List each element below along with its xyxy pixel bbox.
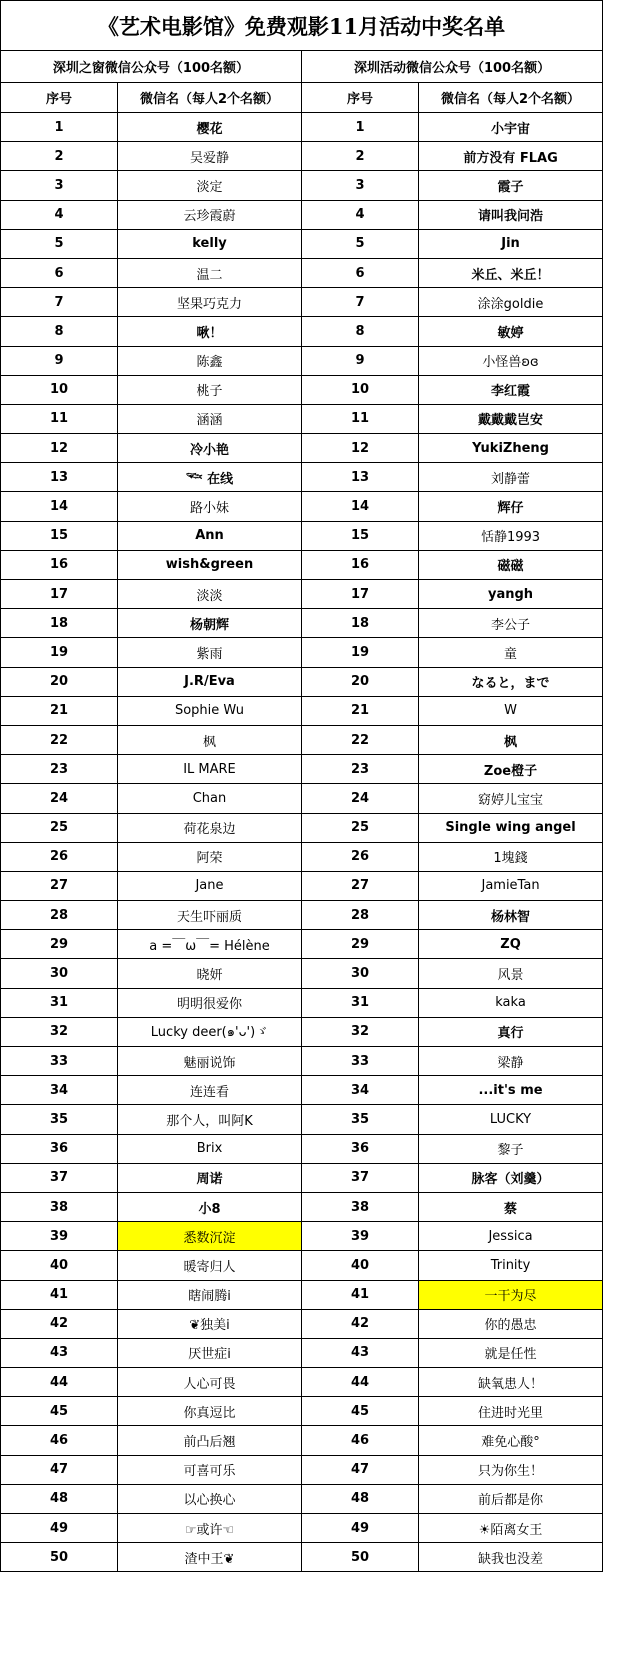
left-winner-name: 云珍霞蔚	[118, 200, 302, 229]
table-row	[1, 200, 603, 229]
left-winner-name: 紫雨	[118, 638, 302, 667]
right-row-number: 13	[302, 463, 419, 492]
table-row	[1, 1134, 603, 1163]
left-row-number: 22	[1, 725, 118, 754]
left-row-number: 37	[1, 1163, 118, 1192]
right-winner-name: Single wing angel	[419, 813, 603, 842]
left-winner-name: 阿荣	[118, 842, 302, 871]
table-row	[1, 1514, 603, 1543]
right-row-number: 6	[302, 258, 419, 287]
right-winner-name: 住进时光里	[419, 1397, 603, 1426]
left-winner-name: 周诺	[118, 1163, 302, 1192]
left-row-number: 11	[1, 404, 118, 433]
right-winner-name: 请叫我问浩	[419, 200, 603, 229]
left-row-number: 9	[1, 346, 118, 375]
left-row-number: 12	[1, 434, 118, 463]
table-row	[1, 521, 603, 550]
right-group-header: 深圳活动微信公众号（100名额）	[302, 51, 603, 83]
left-winner-name: 前凸后翘	[118, 1426, 302, 1455]
table-row	[1, 1338, 603, 1367]
right-row-number: 5	[302, 229, 419, 258]
table-row	[1, 1280, 603, 1309]
left-row-number: 30	[1, 959, 118, 988]
right-row-number: 12	[302, 434, 419, 463]
right-winner-name: 霞子	[419, 171, 603, 200]
right-winner-name: LUCKY	[419, 1105, 603, 1134]
table-row	[1, 113, 603, 142]
table-row	[1, 258, 603, 287]
left-row-number: 41	[1, 1280, 118, 1309]
left-row-number: 31	[1, 988, 118, 1017]
right-row-number: 35	[302, 1105, 419, 1134]
left-winner-name: 晓妍	[118, 959, 302, 988]
left-row-number: 20	[1, 667, 118, 696]
table-row	[1, 1397, 603, 1426]
right-winner-name: ZQ	[419, 930, 603, 959]
right-winner-name: 小怪兽ʚɞ	[419, 346, 603, 375]
right-winner-name: なると，まで	[419, 667, 603, 696]
table-row	[1, 667, 603, 696]
table-row	[1, 1105, 603, 1134]
right-winner-name: 米丘、米丘！	[419, 258, 603, 287]
right-winner-name: 敏婷	[419, 317, 603, 346]
right-row-number: 38	[302, 1192, 419, 1221]
table-row	[1, 1076, 603, 1105]
table-row	[1, 404, 603, 433]
right-winner-name: 涂涂goldie	[419, 288, 603, 317]
right-row-number: 39	[302, 1222, 419, 1251]
right-winner-name: 真行	[419, 1017, 603, 1046]
left-row-number: 7	[1, 288, 118, 317]
right-winner-name: kaka	[419, 988, 603, 1017]
right-row-number: 11	[302, 404, 419, 433]
right-winner-name: YukiZheng	[419, 434, 603, 463]
table-row	[1, 871, 603, 900]
right-row-number: 10	[302, 375, 419, 404]
left-winner-name: Brix	[118, 1134, 302, 1163]
left-row-number: 15	[1, 521, 118, 550]
left-row-number: 43	[1, 1338, 118, 1367]
table-row	[1, 725, 603, 754]
right-winner-name: 1塊錢	[419, 842, 603, 871]
table-row	[1, 1309, 603, 1338]
right-winner-name: 枫	[419, 725, 603, 754]
right-row-number: 41	[302, 1280, 419, 1309]
right-row-number: 16	[302, 550, 419, 579]
left-row-number: 1	[1, 113, 118, 142]
left-winner-name: Jane	[118, 871, 302, 900]
table-row	[1, 1222, 603, 1251]
left-winner-name: 樱花	[118, 113, 302, 142]
left-winner-name: 天生吓丽质	[118, 901, 302, 930]
left-row-number: 36	[1, 1134, 118, 1163]
left-winner-name: 啾！	[118, 317, 302, 346]
right-row-number: 26	[302, 842, 419, 871]
left-winner-name: 桃子	[118, 375, 302, 404]
left-winner-name: 坚果巧克力	[118, 288, 302, 317]
left-winner-name: ☞或许☜	[118, 1514, 302, 1543]
right-winner-name: JamieTan	[419, 871, 603, 900]
left-winner-name: 吴爱静	[118, 142, 302, 171]
right-winner-name: 难免心酸°	[419, 1426, 603, 1455]
right-winner-name: 戴戴戴岂安	[419, 404, 603, 433]
left-row-number: 10	[1, 375, 118, 404]
right-row-number: 1	[302, 113, 419, 142]
left-row-number: 49	[1, 1514, 118, 1543]
table-row	[1, 988, 603, 1017]
right-row-number: 3	[302, 171, 419, 200]
left-winner-name: 温二	[118, 258, 302, 287]
left-row-number: 2	[1, 142, 118, 171]
left-winner-name: 冷小艳	[118, 434, 302, 463]
right-winner-name: 辉仔	[419, 492, 603, 521]
right-winner-name: Jessica	[419, 1222, 603, 1251]
left-row-number: 38	[1, 1192, 118, 1221]
right-winner-name: Zoe橙子	[419, 755, 603, 784]
left-winner-name: 渣中王❦	[118, 1543, 302, 1572]
table-row	[1, 1543, 603, 1572]
left-winner-name: 淡定	[118, 171, 302, 200]
left-winner-name: 荷花泉边	[118, 813, 302, 842]
right-row-number: 2	[302, 142, 419, 171]
left-winner-name: wish&green	[118, 550, 302, 579]
table-row	[1, 550, 603, 579]
left-winner-name: Lucky deer(๑'ᴗ')ゞ	[118, 1017, 302, 1046]
left-row-number: 13	[1, 463, 118, 492]
table-row	[1, 696, 603, 725]
right-winner-name: 脉客（刘羹）	[419, 1163, 603, 1192]
left-row-number: 16	[1, 550, 118, 579]
right-row-number: 34	[302, 1076, 419, 1105]
table-row	[1, 959, 603, 988]
left-row-number: 18	[1, 609, 118, 638]
table-row	[1, 229, 603, 258]
right-row-number: 4	[302, 200, 419, 229]
table-row	[1, 1484, 603, 1513]
left-winner-name: Ann	[118, 521, 302, 550]
right-row-number: 20	[302, 667, 419, 696]
right-row-number: 30	[302, 959, 419, 988]
right-winner-name: 一干为尽	[419, 1280, 603, 1309]
left-row-number: 29	[1, 930, 118, 959]
table-row	[1, 842, 603, 871]
left-row-number: 3	[1, 171, 118, 200]
right-row-number: 7	[302, 288, 419, 317]
left-row-number: 32	[1, 1017, 118, 1046]
right-winner-name: 缺氧患人！	[419, 1368, 603, 1397]
table-row	[1, 930, 603, 959]
left-row-number: 33	[1, 1047, 118, 1076]
right-winner-name: 童	[419, 638, 603, 667]
right-winner-name: 你的愚忠	[419, 1309, 603, 1338]
left-winner-name: 淡淡	[118, 580, 302, 609]
right-winner-name: 杨林智	[419, 901, 603, 930]
left-row-number: 8	[1, 317, 118, 346]
left-row-number: 46	[1, 1426, 118, 1455]
right-row-number: 33	[302, 1047, 419, 1076]
right-row-number: 32	[302, 1017, 419, 1046]
left-group-header: 深圳之窗微信公众号（100名额）	[1, 51, 302, 83]
right-winner-name: 李公子	[419, 609, 603, 638]
right-winner-name: 只为你生！	[419, 1455, 603, 1484]
left-winner-name: 那个人，叫阿K	[118, 1105, 302, 1134]
right-winner-name: 恬静1993	[419, 521, 603, 550]
left-row-number: 26	[1, 842, 118, 871]
right-winner-name: 缺我也没差	[419, 1543, 603, 1572]
right-row-number: 17	[302, 580, 419, 609]
left-winner-name: 厌世症i	[118, 1338, 302, 1367]
left-col-num-header: 序号	[1, 83, 118, 113]
left-winner-name: kelly	[118, 229, 302, 258]
right-winner-name: 磁磁	[419, 550, 603, 579]
right-row-number: 44	[302, 1368, 419, 1397]
right-winner-name: 李红霞	[419, 375, 603, 404]
left-winner-name: Sophie Wu	[118, 696, 302, 725]
left-row-number: 14	[1, 492, 118, 521]
right-row-number: 28	[302, 901, 419, 930]
left-row-number: 6	[1, 258, 118, 287]
table-row	[1, 492, 603, 521]
right-winner-name: yangh	[419, 580, 603, 609]
right-col-num-header: 序号	[302, 83, 419, 113]
left-winner-name: 连连看	[118, 1076, 302, 1105]
table-row	[1, 1368, 603, 1397]
left-winner-name: 以心换心	[118, 1484, 302, 1513]
right-row-number: 37	[302, 1163, 419, 1192]
left-winner-name: 可喜可乐	[118, 1455, 302, 1484]
right-row-number: 14	[302, 492, 419, 521]
table-row	[1, 755, 603, 784]
left-winner-name: 暖寄归人	[118, 1251, 302, 1280]
table-row	[1, 142, 603, 171]
left-row-number: 45	[1, 1397, 118, 1426]
right-row-number: 18	[302, 609, 419, 638]
right-winner-name: 蔡	[419, 1192, 603, 1221]
left-winner-name: 小8	[118, 1192, 302, 1221]
right-row-number: 15	[302, 521, 419, 550]
right-row-number: 50	[302, 1543, 419, 1572]
left-col-name-header: 微信名（每人2个名额）	[118, 83, 302, 113]
left-row-number: 5	[1, 229, 118, 258]
table-row	[1, 580, 603, 609]
left-row-number: 27	[1, 871, 118, 900]
right-winner-name: Trinity	[419, 1251, 603, 1280]
left-winner-name: J.R/Eva	[118, 667, 302, 696]
right-col-name-header: 微信名（每人2个名额）	[419, 83, 603, 113]
left-winner-name: 涵涵	[118, 404, 302, 433]
right-winner-name: 刘静蕾	[419, 463, 603, 492]
left-row-number: 50	[1, 1543, 118, 1572]
right-row-number: 48	[302, 1484, 419, 1513]
left-winner-name: 人心可畏	[118, 1368, 302, 1397]
right-winner-name: 前后都是你	[419, 1484, 603, 1513]
left-winner-name: 杨朝辉	[118, 609, 302, 638]
table-row	[1, 317, 603, 346]
table-row	[1, 813, 603, 842]
right-row-number: 31	[302, 988, 419, 1017]
left-row-number: 34	[1, 1076, 118, 1105]
table-row	[1, 434, 603, 463]
right-winner-name: ...it's me	[419, 1076, 603, 1105]
left-winner-name: 你真逗比	[118, 1397, 302, 1426]
right-row-number: 43	[302, 1338, 419, 1367]
left-row-number: 39	[1, 1222, 118, 1251]
right-row-number: 25	[302, 813, 419, 842]
right-row-number: 19	[302, 638, 419, 667]
right-winner-name: 风景	[419, 959, 603, 988]
left-winner-name: a =￣ω￣= Hélène	[118, 930, 302, 959]
left-winner-name: 魅丽说饰	[118, 1047, 302, 1076]
left-winner-name: ❦独美i	[118, 1309, 302, 1338]
table-row	[1, 375, 603, 404]
table-row	[1, 901, 603, 930]
right-winner-name: 梁静	[419, 1047, 603, 1076]
left-row-number: 19	[1, 638, 118, 667]
table-row	[1, 609, 603, 638]
left-row-number: 35	[1, 1105, 118, 1134]
table-row	[1, 346, 603, 375]
left-row-number: 25	[1, 813, 118, 842]
left-row-number: 48	[1, 1484, 118, 1513]
right-row-number: 42	[302, 1309, 419, 1338]
right-row-number: 47	[302, 1455, 419, 1484]
right-winner-name: 黎子	[419, 1134, 603, 1163]
table-row	[1, 638, 603, 667]
right-row-number: 36	[302, 1134, 419, 1163]
table-row	[1, 1017, 603, 1046]
table-row	[1, 784, 603, 813]
left-row-number: 21	[1, 696, 118, 725]
table-row	[1, 1163, 603, 1192]
table-row	[1, 1426, 603, 1455]
right-winner-name: Jin	[419, 229, 603, 258]
table-row	[1, 1192, 603, 1221]
right-row-number: 45	[302, 1397, 419, 1426]
right-row-number: 29	[302, 930, 419, 959]
page-title: 《艺术电影馆》免费观影11月活动中奖名单	[1, 1, 603, 51]
left-row-number: 24	[1, 784, 118, 813]
right-winner-name: 前方没有 FLAG	[419, 142, 603, 171]
right-winner-name: 窈婷儿宝宝	[419, 784, 603, 813]
left-winner-name: 陈鑫	[118, 346, 302, 375]
left-winner-name: 路小妹	[118, 492, 302, 521]
right-winner-name: ☀陌离女王	[419, 1514, 603, 1543]
right-row-number: 27	[302, 871, 419, 900]
right-winner-name: 小宇宙	[419, 113, 603, 142]
left-row-number: 4	[1, 200, 118, 229]
right-row-number: 40	[302, 1251, 419, 1280]
right-row-number: 21	[302, 696, 419, 725]
right-winner-name: 就是任性	[419, 1338, 603, 1367]
right-row-number: 23	[302, 755, 419, 784]
left-winner-name: 枫	[118, 725, 302, 754]
table-row	[1, 171, 603, 200]
left-winner-name: Chan	[118, 784, 302, 813]
left-row-number: 47	[1, 1455, 118, 1484]
left-row-number: 42	[1, 1309, 118, 1338]
right-row-number: 24	[302, 784, 419, 813]
left-row-number: 23	[1, 755, 118, 784]
table-row	[1, 288, 603, 317]
table-row	[1, 1251, 603, 1280]
right-row-number: 49	[302, 1514, 419, 1543]
table-row	[1, 463, 603, 492]
right-row-number: 46	[302, 1426, 419, 1455]
right-row-number: 22	[302, 725, 419, 754]
left-row-number: 40	[1, 1251, 118, 1280]
right-row-number: 8	[302, 317, 419, 346]
left-winner-name: IL MARE	[118, 755, 302, 784]
left-winner-name: 明明很爱你	[118, 988, 302, 1017]
left-row-number: 28	[1, 901, 118, 930]
left-winner-name: 瞎闹腾i	[118, 1280, 302, 1309]
table-row	[1, 1455, 603, 1484]
left-winner-name: 悉数沉淀	[118, 1222, 302, 1251]
table-row	[1, 1047, 603, 1076]
left-row-number: 44	[1, 1368, 118, 1397]
right-row-number: 9	[302, 346, 419, 375]
right-winner-name: W	[419, 696, 603, 725]
left-row-number: 17	[1, 580, 118, 609]
left-winner-name: 𓆝 在线	[118, 463, 302, 492]
